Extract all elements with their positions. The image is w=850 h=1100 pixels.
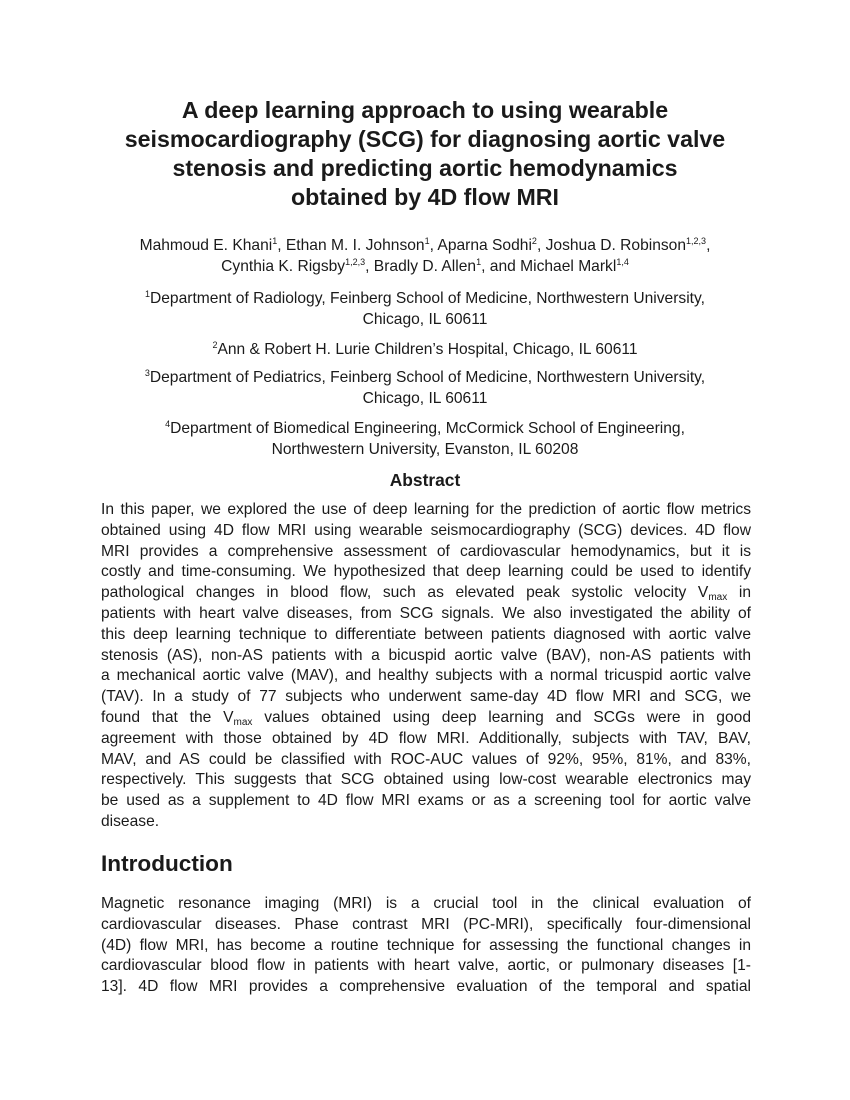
affiliation-text: Department of Biomedical Engineering, McCormick School of Engineering, [170, 420, 685, 437]
affiliation-line: Chicago, IL 60611 [362, 311, 488, 328]
abstract-line: obtained using 4D flow MRI using wearable seismocardiography (SCG) devices. 4D flow [101, 521, 751, 539]
affiliation-text: Department of Pediatrics, Feinberg School of Medicine, Northwestern University, [149, 369, 706, 386]
intro-line: Magnetic resonance imaging (MRI) is a crucial tool in the clinical evaluation of [101, 895, 751, 912]
author-name: Mahmoud E. Khani [139, 237, 273, 254]
paper-title [70, 96, 780, 212]
abstract-line: agreement with those obtained by 4D flow MRI. Additionally, subjects with TAV, BAV, [101, 729, 751, 747]
author-name: , and Michael Markl [481, 258, 617, 275]
affiliation-line [70, 339, 780, 360]
affiliation-1 [70, 288, 780, 330]
intro-line: cardiovascular blood flow in patients with heart valve, aortic, or pulmonary diseases [1- [101, 957, 751, 975]
abstract-line: MAV, and AS could be classified with ROC-AUC values of 92%, 95%, 81%, and 83%, [101, 750, 751, 768]
title-line: obtained by 4D flow MRI [291, 184, 559, 210]
affiliation-text: Department of Radiology, Feinberg School of Medicine, Northwestern University, [150, 290, 705, 307]
abstract-line: costly and time-consuming. We hypothesized that deep learning could be used to identify [101, 563, 751, 581]
author-affil-mark: 1,2,3 [345, 257, 366, 267]
abstract-line: this deep learning technique to differentiate between patients diagnosed with aortic valve [101, 625, 751, 643]
affiliation-mark: 2 [212, 340, 218, 350]
abstract-line: stenosis (AS), non-AS patients with a bicuspid aortic valve (BAV), non-AS patients with [101, 646, 751, 664]
author-line [70, 235, 780, 256]
author-name: , Aparna Sodhi [429, 237, 532, 254]
abstract-body [101, 500, 751, 833]
affiliation-2 [70, 339, 780, 360]
intro-line: (4D) flow MRI, has become a routine technique for assessing the functional changes in [101, 936, 751, 954]
abstract-heading: Abstract [389, 470, 461, 490]
abstract-line: MRI provides a comprehensive assessment of cardiovascular hemodynamics, but it is [101, 542, 751, 560]
author-affil-mark: 1 [272, 236, 278, 246]
author-name: Cynthia K. Rigsby [221, 258, 346, 275]
title-line: A deep learning approach to using wearable [181, 97, 669, 123]
affiliation-text: Ann & Robert H. Lurie Children’s Hospital, Chicago, IL 60611 [217, 341, 638, 358]
author-separator: , [706, 237, 711, 254]
abstract-text: in [727, 584, 751, 602]
vmax-subscript: max [233, 716, 253, 728]
affiliation-line [70, 288, 780, 309]
affiliation-4 [70, 418, 780, 460]
abstract-line: patients with heart valve diseases, from SCG signals. We also investigated the ability of [101, 604, 751, 622]
introduction-body [101, 894, 751, 998]
intro-line: cardiovascular diseases. Phase contrast MRI (PC-MRI), specifically four-dimensional [101, 915, 751, 933]
affiliation-mark: 1 [144, 289, 150, 299]
abstract-text: values obtained using deep learning and SCGs were in good [252, 708, 752, 726]
author-affil-mark: 1 [424, 236, 430, 246]
abstract-line: be used as a supplement to 4D flow MRI exams or as a screening tool for aortic valve [101, 792, 751, 810]
abstract-line: disease. [101, 812, 160, 830]
affiliation-line [70, 418, 780, 439]
title-line: seismocardiography (SCG) for diagnosing aortic valve [124, 126, 726, 152]
introduction-heading: Introduction [101, 851, 233, 876]
author-affil-mark: 1 [476, 257, 482, 267]
abstract-text: found that the V [101, 708, 234, 726]
intro-line: 13]. 4D flow MRI provides a comprehensive evaluation of the temporal and spatial [101, 978, 751, 996]
affiliation-line: Northwestern University, Evanston, IL 60208 [271, 441, 579, 458]
abstract-line [101, 583, 751, 604]
abstract-text: pathological changes in blood flow, such as elevated peak systolic velocity V [101, 584, 709, 602]
author-line [70, 256, 780, 277]
affiliation-line: Chicago, IL 60611 [362, 390, 488, 407]
abstract-line: (TAV). In a study of 77 subjects who underwent same-day 4D flow MRI and SCG, we [101, 688, 751, 706]
author-list [70, 235, 780, 277]
abstract-line [101, 708, 751, 729]
affiliation-mark: 3 [144, 368, 150, 378]
author-name: , Bradly D. Allen [365, 258, 477, 275]
author-name: , Ethan M. I. Johnson [277, 237, 425, 254]
author-name: , Joshua D. Robinson [536, 237, 687, 254]
author-affil-mark: 2 [531, 236, 537, 246]
abstract-line: a mechanical aortic valve (MAV), and healthy subjects with a normal tricuspid aortic valve [101, 667, 751, 685]
abstract-line: In this paper, we explored the use of deep learning for the prediction of aortic flow metrics [101, 501, 751, 518]
affiliation-3 [70, 367, 780, 409]
author-affil-mark: 1,4 [616, 257, 629, 267]
author-affil-mark: 1,2,3 [686, 236, 707, 246]
vmax-subscript: max [708, 592, 728, 604]
affiliation-line [70, 367, 780, 388]
title-line: stenosis and predicting aortic hemodynamics [172, 155, 678, 181]
abstract-line: respectively. This suggests that SCG obtained using low-cost wearable electronics may [101, 771, 751, 789]
affiliation-mark: 4 [165, 419, 171, 429]
